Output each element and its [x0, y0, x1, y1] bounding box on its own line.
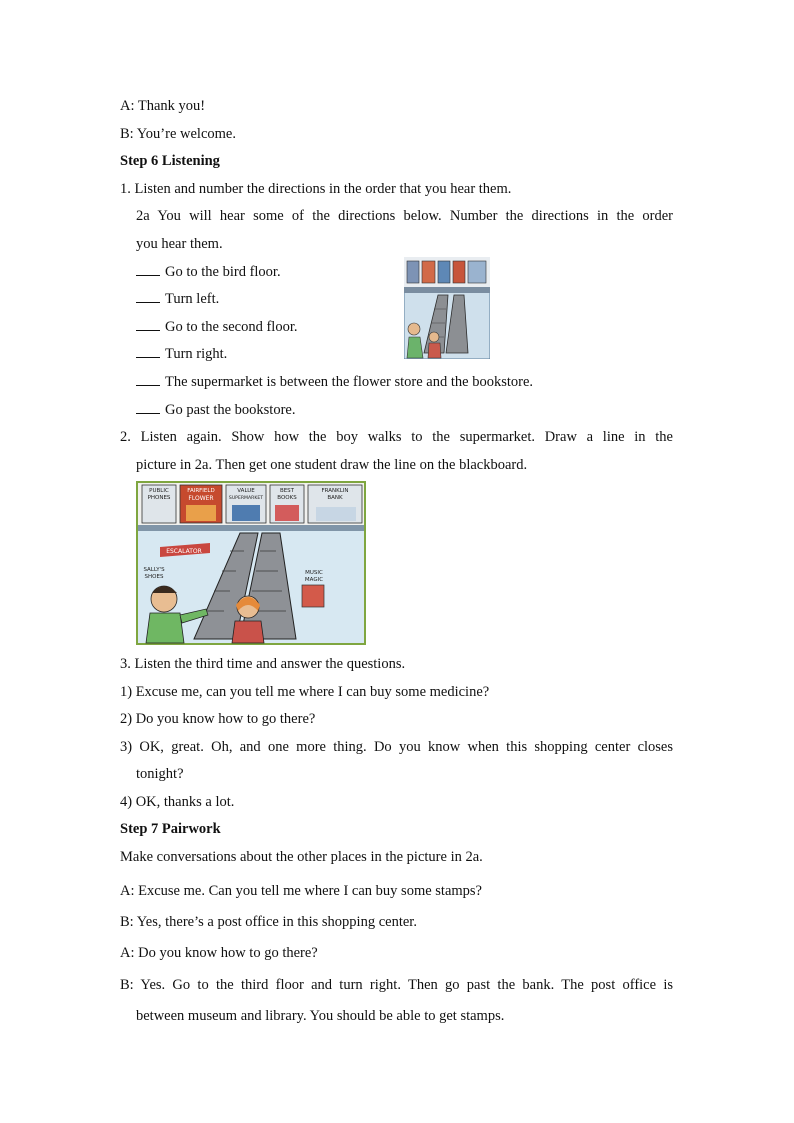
- mall-illustration-small: [404, 257, 490, 359]
- direction-item-1: Go to the bird floor.: [136, 263, 281, 281]
- direction-item-4: Turn right.: [136, 345, 227, 363]
- pairwork-line-2: B: Yes, there’s a post office in this shopping center.: [120, 914, 417, 930]
- sign-bank: BANK: [327, 495, 343, 501]
- answer-blank[interactable]: [136, 345, 160, 358]
- step7-heading: Step 7 Pairwork: [120, 821, 221, 837]
- sign-public-phones: PUBLIC: [149, 488, 169, 494]
- sign-supermarket: SUPERMARKET: [228, 496, 264, 501]
- task2-instruction-cont: picture in 2a. Then get one student draw the line on the blackboard.: [136, 457, 528, 473]
- pairwork-line-4: B: Yes. Go to the third floor and turn right. Then go past the bank. The post office is: [120, 977, 673, 993]
- sign-value: VALUE: [237, 488, 255, 494]
- task2-instruction: 2. Listen again. Show how the boy walks to the supermarket. Draw a line in the: [120, 429, 673, 445]
- dialogue-line-b: B: You’re welcome.: [120, 126, 236, 142]
- sign-magic: MAGIC: [304, 577, 324, 583]
- question-1: 1) Excuse me, can you tell me where I can buy some medicine?: [120, 684, 490, 700]
- answer-blank[interactable]: [136, 318, 160, 331]
- sign-books: BOOKS: [277, 495, 297, 501]
- question-4: 4) OK, thanks a lot.: [120, 794, 235, 810]
- answer-blank[interactable]: [136, 263, 160, 276]
- mall-illustration-large: [136, 481, 366, 645]
- direction-item-6: Go past the bookstore.: [136, 401, 295, 419]
- task1-instruction: 1. Listen and number the directions in the order that you hear them.: [120, 181, 512, 197]
- direction-item-3: Go to the second floor.: [136, 318, 298, 336]
- sign-music: MUSIC: [305, 570, 323, 576]
- sign-sallys: SALLY'S: [143, 567, 165, 573]
- direction-item-2: Turn left.: [136, 290, 219, 308]
- question-3: 3) OK, great. Oh, and one more thing. Do you know when this shopping center closes: [120, 739, 673, 755]
- dialogue-line-a: A: Thank you!: [120, 98, 206, 114]
- answer-blank[interactable]: [136, 373, 160, 386]
- step7-intro: Make conversations about the other places in the picture in 2a.: [120, 849, 483, 865]
- task3-instruction: 3. Listen the third time and answer the questions.: [120, 656, 406, 672]
- step6-heading: Step 6 Listening: [120, 153, 220, 169]
- sign-fairfield: FAIRFIELD: [187, 488, 215, 494]
- sign-franklin: FRANKLIN: [321, 488, 349, 494]
- pairwork-line-4-cont: between museum and library. You should be able to get stamps.: [136, 1008, 505, 1024]
- sign-best: BEST: [279, 488, 295, 494]
- sign-public-phones-2: PHONES: [147, 495, 171, 501]
- pairwork-line-3: A: Do you know how to go there?: [120, 945, 318, 961]
- direction-item-5: The supermarket is between the flower store and the bookstore.: [136, 373, 533, 391]
- question-2: 2) Do you know how to go there?: [120, 711, 316, 727]
- task1-subinstruction: 2a You will hear some of the directions below. Number the directions in the order: [136, 208, 673, 224]
- question-3-cont: tonight?: [136, 766, 184, 782]
- sign-escalator: ESCALATOR: [166, 548, 202, 555]
- pairwork-line-1: A: Excuse me. Can you tell me where I can buy some stamps?: [120, 883, 482, 899]
- task1-subinstruction-cont: you hear them.: [136, 236, 223, 252]
- sign-shoes: SHOES: [144, 574, 164, 580]
- answer-blank[interactable]: [136, 401, 160, 414]
- answer-blank[interactable]: [136, 290, 160, 303]
- sign-flower: FLOWER: [188, 495, 214, 502]
